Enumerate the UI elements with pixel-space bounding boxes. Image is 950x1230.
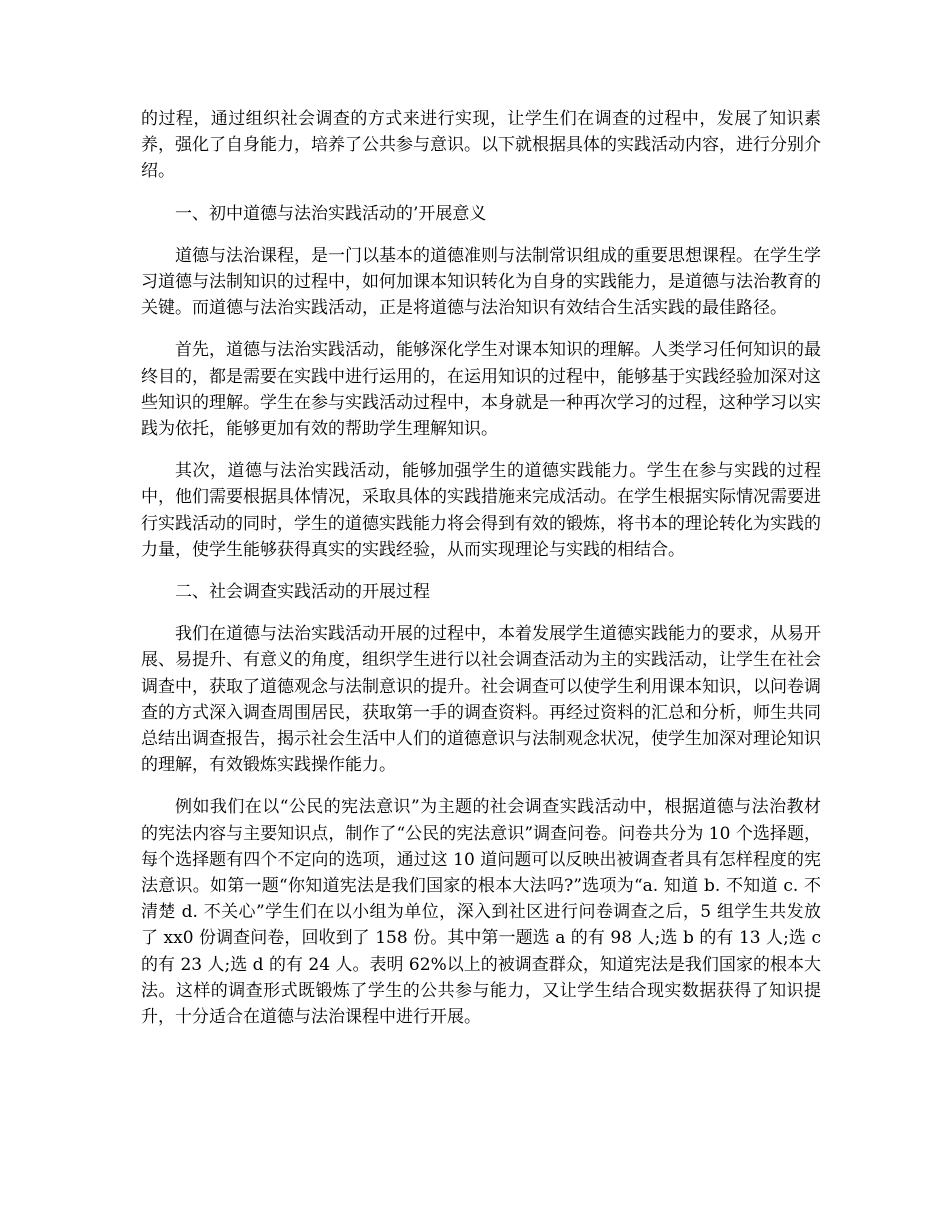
paragraph-course-definition: 道德与法治课程，是一门以基本的道德准则与法制常识组成的重要思想课程。在学生学习道德与法制知识的过程中，如何加课本知识转化为自身的实践能力，是道德与法治教育的关键。而道德与法治实践活动，正是将道德与法治知识有效结合生活实践的最佳路径。: [141, 245, 821, 319]
document-body: [141, 106, 821, 1046]
paragraph-second-point: 其次，道德与法治实践活动，能够加强学生的道德实践能力。学生在参与实践的过程中，他们需要根据具体情况，采取具体的实践措施来完成活动。在学生根据实际情况需要进行实践活动的同时，学生的道德实践能力将会得到有效的锻炼，将书本的理论转化为实践的力量，使学生能够获得真实的实践经验，从而实现理论与实践的相结合。: [141, 461, 821, 560]
paragraph-intro-continuation: 的过程，通过组织社会调查的方式来进行实现，让学生们在调查的过程中，发展了知识素养，强化了自身能力，培养了公共参与意识。以下就根据具体的实践活动内容，进行分别介绍。: [141, 109, 821, 182]
section-heading-2: 二、社会调查实践活动的开展过程: [175, 582, 430, 603]
paragraph-first-point: 首先，道德与法治实践活动，能够深化学生对课本知识的理解。人类学习任何知识的最终目的，都是需要在实践中进行运用的，在运用知识的过程中，能够基于实践经验加深对这些知识的理解。学生在参与实践活动过程中，本身就是一种再次学习的过程，这种学习以实践为依托，能够更加有效的帮助学生理解知识。: [141, 340, 821, 440]
section-heading-1: 一、初中道德与法治实践活动的’开展意义: [175, 203, 487, 224]
paragraph-survey-example: 例如我们在以“公民的宪法意识”为主题的社会调查实践活动中，根据道德与法治教材的宪法内容与主要知识点，制作了“公民的宪法意识”调查问卷。问卷共分为 10 个选择题，每个选择题有四个不定向的选项，通过这 10 道问题可以反映出被调查者具有怎样程度的宪法意识。如第一题“你知道宪法是我们国家的根本大法吗?”选项为“a. 知道 b. 不知道 c. 不清楚 d. 不关心”学生们在以小组为单位，深入到社区进行问卷调查之后，5 组学生共发放了 xx0 份调查问卷，回收到了 158 份。其中第一题选 a 的有 98 人;选 b 的有 13 人;选 c 的有 23 人;选 d 的有 24 人。表明 62%以上的被调查群众，知道宪法是我们国家的根本大法。这样的调查形式既锻炼了学生的公共参与能力，又让学生结合现实数据获得了知识提升，十分适合在道德与法治课程中进行开展。: [141, 797, 821, 1028]
paragraph-survey-process: 我们在道德与法治实践活动开展的过程中，本着发展学生道德实践能力的要求，从易开展、易提升、有意义的角度，组织学生进行以社会调查活动为主的实践活动，让学生在社会调查中，获取了道德观念与法制意识的提升。社会调查可以使学生利用课本知识，以问卷调查的方式深入调查周围居民，获取第一手的调查资料。再经过资料的汇总和分析，师生共同总结出调查报告，揭示社会生活中人们的道德意识与法制观念状况，使学生加深对理论知识的理解，有效锻炼实践操作能力。: [141, 624, 821, 776]
